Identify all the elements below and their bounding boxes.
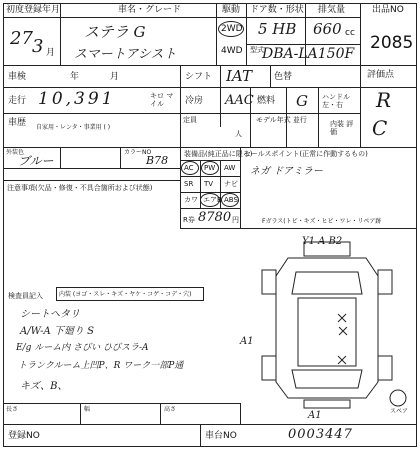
- capacity-label: 定員: [183, 116, 197, 124]
- grade-name: スマートアシスト: [74, 47, 177, 62]
- notes-label: 注意事項(欠品・修復・不具合箇所および状態): [7, 184, 153, 192]
- wheel-front-right: [378, 270, 392, 294]
- width-label: 幅: [84, 406, 91, 413]
- drive-label: 駆動: [222, 5, 241, 15]
- selling-value: ネガ ドアミラー: [250, 166, 323, 177]
- history-options: 自家用・レンタ・事業用 ( ): [36, 124, 111, 131]
- inspect-year-unit: 年: [70, 72, 80, 82]
- mileage-value: 10,391: [38, 89, 116, 109]
- dealer-label: モデル年式 並行: [256, 116, 307, 124]
- lot-number: 2085: [370, 33, 414, 53]
- score-value: R: [376, 88, 392, 112]
- ac-label: 冷房: [185, 96, 204, 106]
- spare-label: スペア: [390, 408, 409, 415]
- displacement-unit: cc: [345, 28, 355, 38]
- rear-bumper: [304, 400, 350, 408]
- wheel-front-left: [262, 270, 276, 294]
- rear-window-outline: [292, 370, 362, 388]
- shift-value: IAT: [226, 67, 252, 85]
- mileage-label: 走行: [8, 96, 27, 106]
- inspector-line-5: キズ、B、: [20, 381, 68, 392]
- option-tv: TV: [204, 180, 214, 188]
- drive-2wd: 2WD: [221, 24, 243, 34]
- reg-month-unit: 月: [46, 48, 56, 58]
- option-abs: ABS: [224, 196, 238, 204]
- wheel-rear-left: [262, 356, 276, 380]
- chassis-label: 車台NO: [205, 431, 237, 441]
- r-cert-value: 8780: [198, 210, 232, 225]
- fuel-label: 燃料: [257, 96, 276, 106]
- reg-month: 3: [32, 36, 44, 57]
- model-code: DBA-LA150F: [262, 46, 355, 62]
- reg-no-label: 登録NO: [8, 431, 40, 441]
- option-sr: SR: [184, 180, 194, 188]
- shift-label: シフト: [185, 72, 213, 82]
- score-label: 評価点: [367, 70, 395, 80]
- spare-tire-icon: [390, 390, 406, 406]
- color-change-label: 色替: [274, 72, 293, 82]
- car-body-outline: [276, 258, 378, 398]
- drive-4wd: 4WD: [221, 46, 243, 56]
- option-airbag-circle: [200, 193, 220, 207]
- type-label: 型式: [250, 46, 264, 54]
- left-damage-mark: A1: [240, 336, 254, 347]
- r-cert-label: R券: [183, 216, 195, 224]
- lot-label: 出品NO: [372, 5, 404, 15]
- color-no-label: カラーNO: [124, 149, 152, 156]
- option-pw: PW: [204, 164, 216, 172]
- color-no-value: B78: [146, 154, 169, 167]
- history-label: 車歴: [8, 118, 27, 128]
- model-label: 車名・グレード: [118, 5, 182, 15]
- length-label: 長さ: [6, 406, 19, 413]
- wheel-rear-right: [378, 356, 392, 380]
- interior-legend: 内装 (ヨゴ・スレ・キズ・ヤケ・コゲ・コデ・穴): [59, 291, 192, 298]
- displacement-value: 660: [313, 20, 342, 38]
- bottom-damage-mark: A1: [308, 410, 322, 421]
- inspector-line-3: E/g ルーム内 さびい ひびスラ-A: [16, 343, 149, 353]
- height-label: 高さ: [164, 406, 177, 413]
- option-abs-circle: [221, 193, 239, 207]
- capacity-unit: 人: [235, 130, 242, 138]
- ext-color-value: ブルー: [18, 154, 54, 168]
- r-cert-unit: 円: [232, 216, 239, 224]
- options-label: 装備品(純正品に限る): [184, 150, 253, 158]
- inspector-label: 検査員記入: [8, 292, 43, 300]
- option-pw-circle: [201, 161, 219, 175]
- option-aw: AW: [224, 164, 236, 172]
- option-ac: AC: [184, 164, 194, 172]
- inspector-line-4: トランクルーム上凹P、R ワーク一部P通: [18, 361, 184, 371]
- roof-outline: [298, 298, 356, 366]
- inspect-label: 車検: [8, 72, 27, 82]
- ac-value: AAC: [225, 93, 254, 108]
- reg-year: 27: [10, 28, 33, 49]
- option-leather: カワ: [184, 196, 198, 204]
- inspect-month-unit: 月: [110, 72, 120, 82]
- fuel-value: G: [296, 92, 308, 110]
- option-ac-circle: [181, 161, 199, 175]
- displacement-label: 排気量: [318, 5, 346, 15]
- door-label: ドア数・形状: [250, 5, 304, 15]
- interior-value: C: [372, 116, 388, 140]
- handle-label: ハンドル 左・右: [322, 93, 350, 109]
- chassis-value: 0003447: [288, 427, 353, 442]
- top-damage-marks: Y1 A B2: [302, 236, 343, 247]
- ext-color-label: 外装色: [6, 149, 25, 156]
- inspector-line-2: A/W-A 下廻り S: [20, 326, 94, 337]
- windshield-outline: [292, 272, 362, 294]
- option-airbag: エアB: [203, 196, 222, 204]
- selling-label: セールスポイント(正常に作動するもの): [244, 150, 368, 158]
- mileage-unit: キロ マイル: [150, 92, 174, 108]
- car-damage-diagram: [240, 232, 415, 412]
- inspector-line-1: シートヘタリ: [20, 309, 80, 320]
- option-navi: ナビ: [224, 180, 238, 188]
- glass-label: Fガラス(トビ・キズ・ヒビ・ワレ・リペア跡: [262, 218, 382, 225]
- doors-value: 5 HB: [258, 20, 297, 38]
- interior-label: 内装 評価: [330, 120, 354, 136]
- model-name: ステラ G: [84, 23, 146, 41]
- first-reg-label: 初度登録年月: [6, 5, 61, 15]
